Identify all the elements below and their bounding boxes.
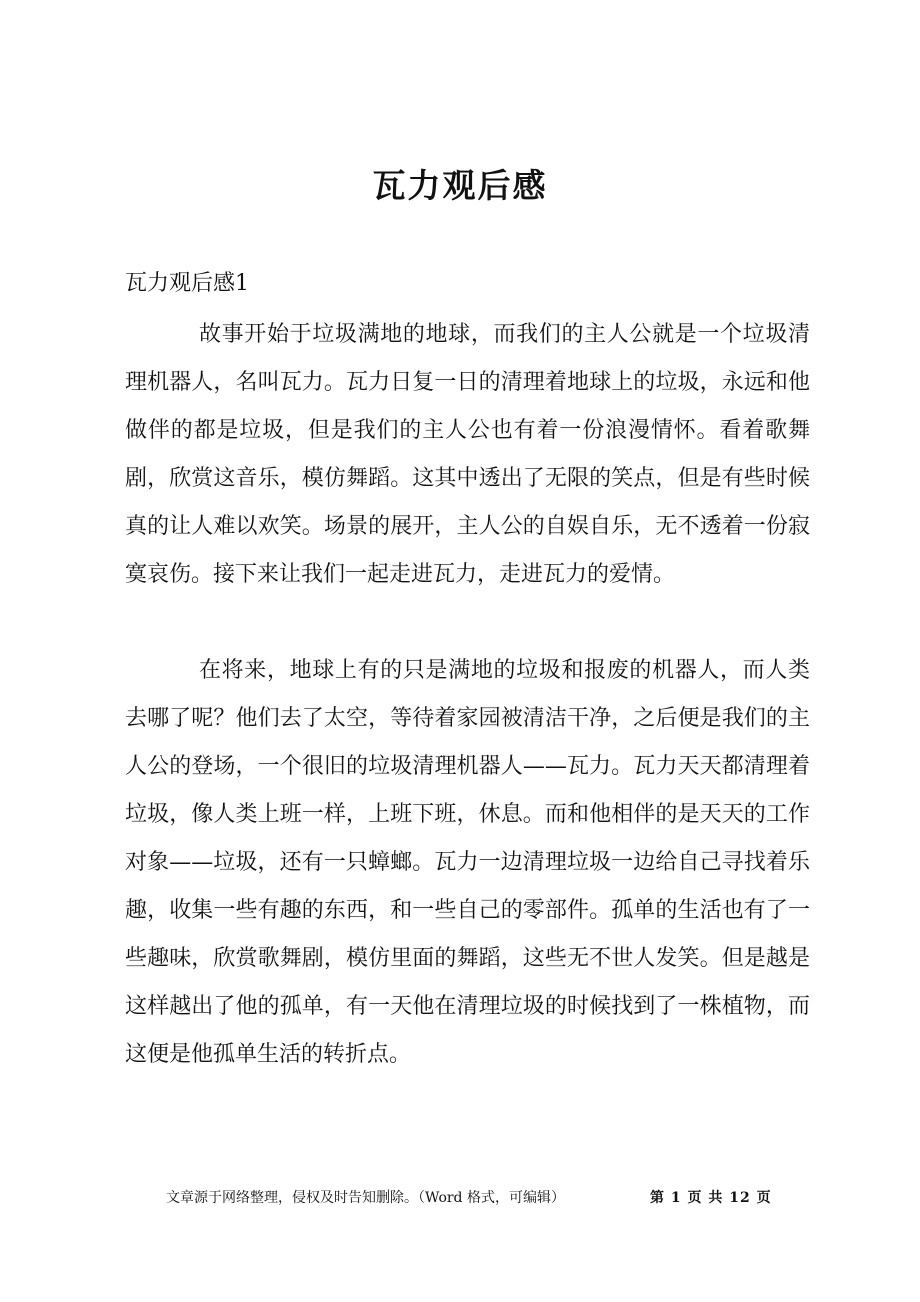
paragraph-1: 故事开始于垃圾满地的地球，而我们的主人公就是一个垃圾清理机器人，名叫瓦力。瓦力日复一日的清理着地球上的垃圾，永远和他做伴的都是垃圾，但是我们的主人公也有着一份浪漫情怀。看着歌舞剧，欣赏这音乐，模仿舞蹈。这其中透出了无限的笑点，但是有些时候真的让人难以欢笑。场景的展开，主人公的自娱自乐，无不透着一份寂寞哀伤。接下来让我们一起走进瓦力，走进瓦力的爱情。 [125, 322, 810, 587]
page-indicator: 第 1 页 共 12 页 [650, 1190, 772, 1206]
section-heading: 瓦力观后感1 [125, 271, 249, 296]
paragraph-2: 在将来，地球上有的只是满地的垃圾和报废的机器人，而人类去哪了呢？他们去了太空，等待着家园被清洁干净，之后便是我们的主人公的登场，一个很旧的垃圾清理机器人——瓦力。瓦力天天都清理着垃圾，像人类上班一样，上班下班，休息。而和他相伴的是天天的工作对象——垃圾，还有一只蟑螂。瓦力一边清理垃圾一边给自己寻找着乐趣，收集一些有趣的东西，和一些自己的零部件。孤单的生活也有了一些趣味，欣赏歌舞剧，模仿里面的舞蹈，这些无不世人发笑。但是越是这样越出了他的孤单，有一天他在清理垃圾的时候找到了一株植物，而这便是他孤单生活的转折点。 [125, 658, 810, 1067]
document-title: 瓦力观后感 [372, 166, 548, 205]
footer-note: 文章源于网络整理，侵权及时告知删除。（Word 格式，可编辑） [166, 1190, 565, 1206]
